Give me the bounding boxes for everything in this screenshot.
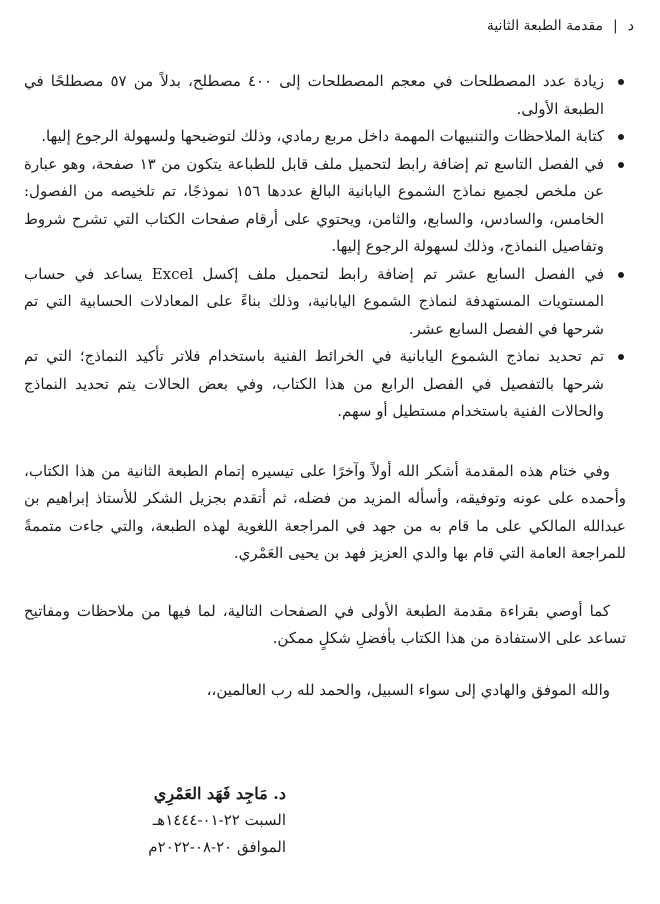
bullet-item bbox=[24, 123, 626, 151]
closing-paragraph: وفي ختام هذه المقدمة أشكر الله أولاً وآخرًا على تيسيره إتمام الطبعة الثانية من هذا الكتاب، وأحمده على عونه وتوفيقه، وأسأله المزيد من فضله، ثم أتقدم بجزيل الشكر للأستاذ إبراهيم بن عبدالله المالكي على ما قام به من جهد في المراجعة اللغوية لهذه الطبعة، والتي جاءت متممةً للمراجعة العامة التي قام بها والدي العزيز فهد بن يحيى العَمْري. bbox=[24, 461, 626, 562]
bullet-text: في الفصل السابع عشر تم إضافة رابط لتحميل ملف إكسل Excel يساعد في حساب المستويات المستهدفة لنماذج الشموع اليابانية، وذلك بناءً على المعادلات الحسابية التي تم شرحها في الفصل السابع عشر. bbox=[24, 264, 604, 338]
author-name: د. مَاجِد فَهَد العَمْرِي bbox=[153, 784, 286, 803]
header-separator: | bbox=[613, 18, 618, 34]
bullet-list bbox=[24, 68, 626, 426]
bullet-item bbox=[24, 343, 626, 426]
bullet-dot-icon bbox=[618, 162, 624, 168]
bullet-dot-icon bbox=[618, 79, 624, 85]
header-title: مقدمة الطبعة الثانية bbox=[486, 18, 604, 34]
gregorian-date: الموافق ٢٠-٠٨-٢٠٢٢م bbox=[148, 838, 286, 856]
running-header bbox=[487, 18, 634, 34]
bullet-text: في الفصل التاسع تم إضافة رابط لتحميل ملف قابل للطباعة يتكون من ١٣ صفحة، وهو عبارة عن ملخص لجميع نماذج الشموع اليابانية البالغ عددها ١٥٦ نموذجًا، تم تلخيصه من الفصول: الخامس، والسادس، والسابع، والثامن، ويحتوي على أرقام صفحات الكتاب التي تشرح شروط وتفاصيل النماذج، وذلك لسهولة الرجوع إليها. bbox=[24, 154, 604, 255]
hijri-date: السبت ٢٢-٠١-١٤٤٤هـ bbox=[152, 811, 286, 829]
bullet-dot-icon bbox=[618, 134, 624, 140]
bullet-item bbox=[24, 151, 626, 261]
page-number: د bbox=[627, 18, 634, 34]
closing-prayer: والله الموفق والهادي إلى سواء السبيل، والحمد لله رب العالمين،، bbox=[206, 680, 610, 699]
bullet-dot-icon bbox=[618, 354, 624, 360]
bullet-text: تم تحديد نماذج الشموع اليابانية في الخرائط الفنية باستخدام فلاتر تأكيد النماذج؛ التي تم شرحها بالتفصيل في الفصل الرابع من هذا الكتاب، وفي بعض الحالات يتم تحديد النماذج والحالات الفنية باستخدام مستطيل أو سهم. bbox=[24, 347, 604, 420]
bullet-item bbox=[24, 68, 626, 123]
main-content bbox=[24, 68, 626, 704]
bullet-dot-icon bbox=[618, 272, 624, 278]
signature-block bbox=[36, 780, 286, 861]
recommendation-paragraph: كما أوصي بقراءة مقدمة الطبعة الأولى في الصفحات التالية، لما فيها من ملاحظات ومفاتيح تساعد على الاستفادة من هذا الكتاب بأفضلِ شكلٍ ممكن. bbox=[24, 601, 626, 647]
bullet-text: كتابة الملاحظات والتنبيهات المهمة داخل مربع رمادي، وذلك لتوضيحها ولسهولة الرجوع إليها. bbox=[41, 127, 604, 145]
bullet-item bbox=[24, 261, 626, 344]
bullet-text: زيادة عدد المصطلحات في معجم المصطلحات إلى ٤٠٠ مصطلح، بدلاً من ٥٧ مصطلحًا في الطبعة الأولى. bbox=[24, 72, 604, 118]
